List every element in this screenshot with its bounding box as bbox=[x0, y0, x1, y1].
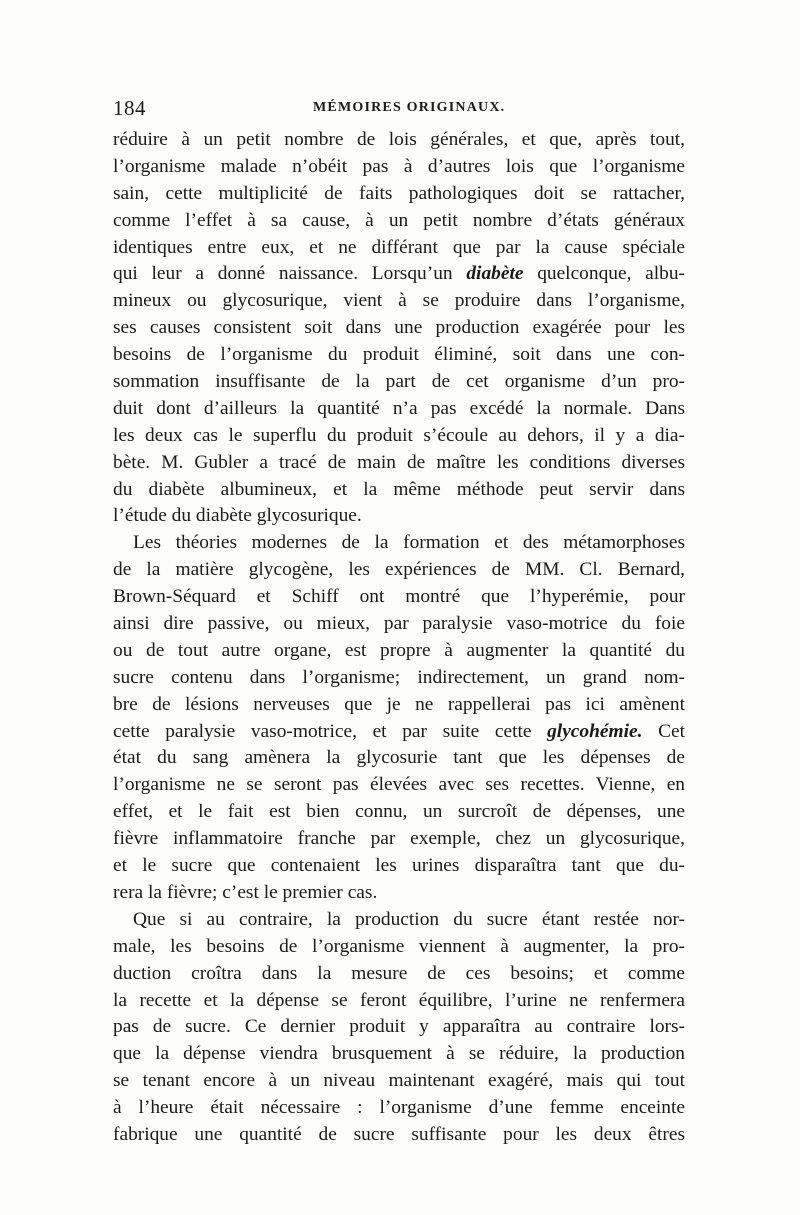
text-line: ou de tout autre organe, est propre à augmenter la quantité du bbox=[113, 639, 685, 661]
text-line: du diabète albumineux, et la même méthode peut servir dans bbox=[113, 478, 685, 500]
text-line: Que si au contraire, la production du sucre étant restée nor- bbox=[133, 908, 685, 930]
text-line: besoins de l’organisme du produit éliminé, soit dans une con- bbox=[113, 344, 685, 366]
text-line: ainsi dire passive, ou mieux, par paralysie vaso-motrice du foie bbox=[113, 613, 685, 635]
text-line: Les théories modernes de la formation et des métamorphoses bbox=[133, 532, 685, 554]
text-line: bète. M. Gubler a tracé de main de maître les conditions diverses bbox=[113, 451, 685, 473]
text-line: et le sucre que contenaient les urines disparaîtra tant que du- bbox=[113, 855, 685, 877]
text-segment: qui leur a donné naissance. Lorsqu’un bbox=[113, 263, 467, 285]
text-line: à l’heure était nécessaire : l’organisme d’une femme enceinte bbox=[113, 1097, 685, 1119]
text-line: sommation insuffisante de la part de cet organisme d’un pro- bbox=[113, 371, 685, 393]
text-line: mineux ou glycosurique, vient à se produire dans l’organisme, bbox=[113, 290, 685, 312]
text-line: rera la fièvre; c’est le premier cas. bbox=[113, 881, 378, 903]
text-line: réduire à un petit nombre de lois générales, et que, après tout, bbox=[113, 129, 685, 150]
italic-term: diabète bbox=[466, 263, 524, 285]
text-segment: Cet bbox=[642, 720, 685, 742]
text-line bbox=[113, 719, 685, 746]
text-line: que la dépense viendra brusquement à se réduire, la production bbox=[113, 1043, 685, 1065]
text-line: duction croîtra dans la mesure de ces besoins; et comme bbox=[113, 962, 685, 984]
text-line: les deux cas le superflu du produit s’écoule au dehors, il y a dia- bbox=[113, 424, 685, 446]
text-line: fièvre inflammatoire franche par exemple, chez un glycosurique, bbox=[113, 828, 685, 850]
text-line: l’organisme malade n’obéit pas à d’autres lois que l’organisme bbox=[113, 155, 685, 177]
text-line: l’organisme ne se seront pas élevées avec ses recettes. Vienne, en bbox=[113, 774, 685, 796]
text-line: de la matière glycogène, les expériences de MM. Cl. Bernard, bbox=[113, 559, 685, 581]
text-line: male, les besoins de l’organisme viennent à augmenter, la pro- bbox=[113, 935, 685, 957]
text-line: effet, et le fait est bien connu, un surcroît de dépenses, une bbox=[113, 801, 685, 823]
text-line: comme l’effet à sa cause, à un petit nombre d’états généraux bbox=[113, 209, 685, 231]
text-line: Brown-Séquard et Schiff ont montré que l’hyperémie, pour bbox=[113, 586, 685, 608]
text-segment: quelconque, albu- bbox=[523, 263, 686, 285]
running-head bbox=[113, 96, 685, 126]
text-line: bre de lésions nerveuses que je ne rappellerai pas ici amènent bbox=[113, 693, 685, 715]
text-line: sain, cette multiplicité de faits pathologiques doit se rattacher, bbox=[113, 182, 685, 204]
text-line: identiques entre eux, et ne différant que par la cause spéciale bbox=[113, 236, 685, 258]
text-line: ses causes consistent soit dans une production exagérée pour les bbox=[113, 317, 685, 339]
text-line: se tenant encore à un niveau maintenant exagéré, mais qui tout bbox=[113, 1070, 685, 1092]
text-line: l’étude du diabète glycosurique. bbox=[113, 505, 362, 527]
text-line: la recette et la dépense se feront équilibre, l’urine ne renfermera bbox=[113, 989, 685, 1011]
text-line: pas de sucre. Ce dernier produit y apparaîtra au contraire lors- bbox=[113, 1016, 685, 1038]
text-line: sucre contenu dans l’organisme; indirectement, un grand nom- bbox=[113, 666, 685, 688]
running-title: MÉMOIRES ORIGINAUX. bbox=[313, 100, 506, 115]
text-segment: cette paralysie vaso-motrice, et par suite cette bbox=[113, 720, 548, 742]
text-line: état du sang amènera la glycosurie tant que les dépenses de bbox=[113, 747, 685, 769]
body-text bbox=[113, 127, 685, 1149]
page-number: 184 bbox=[113, 96, 146, 120]
text-line: duit dont d’ailleurs la quantité n’a pas excédé la normale. Dans bbox=[113, 397, 685, 419]
text-line: fabrique une quantité de sucre suffisante pour les deux êtres bbox=[113, 1123, 685, 1145]
italic-term: glycohémie. bbox=[547, 720, 643, 742]
text-line bbox=[113, 261, 685, 288]
